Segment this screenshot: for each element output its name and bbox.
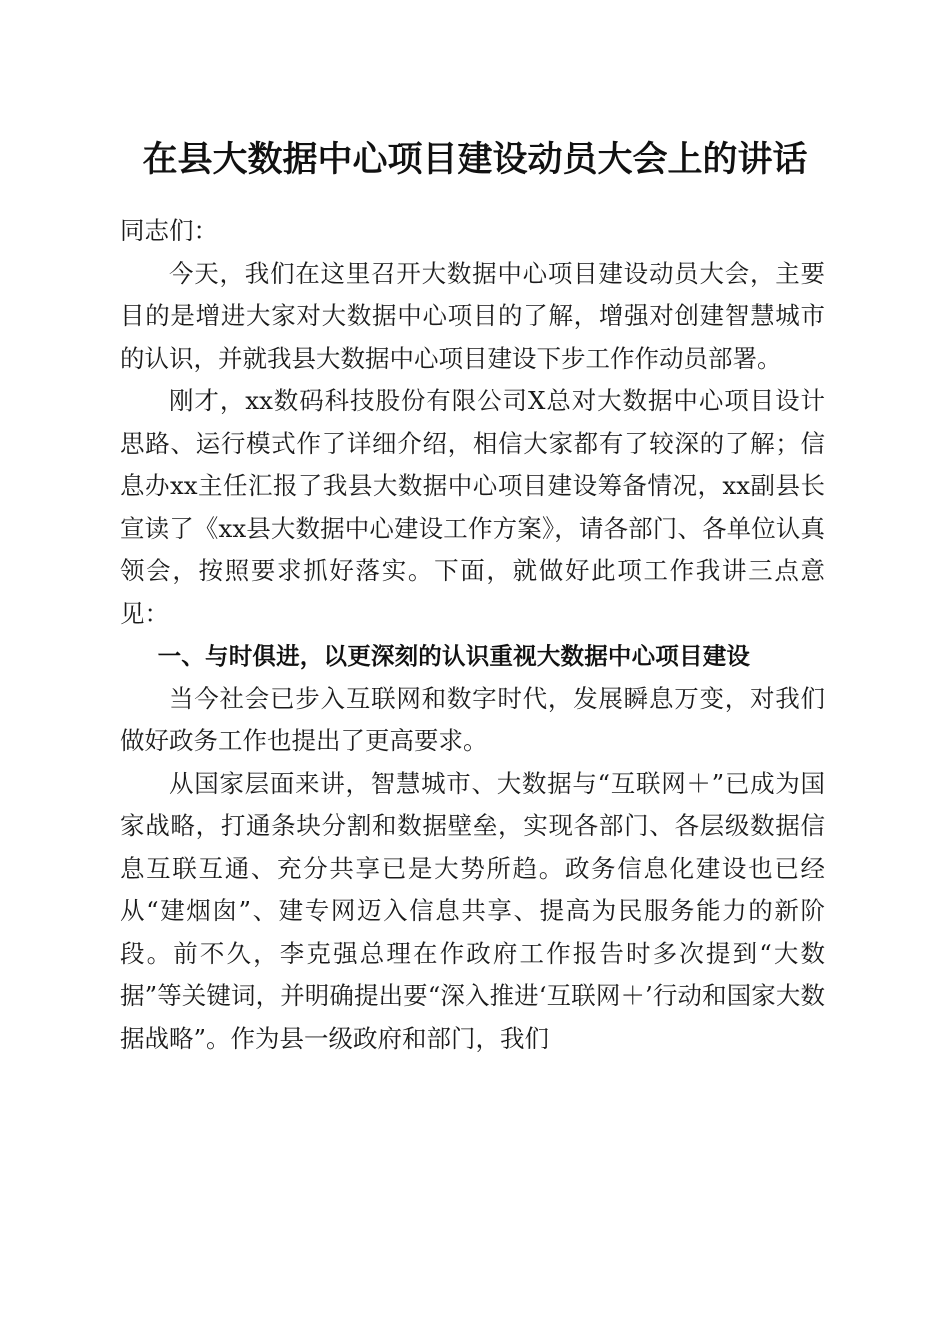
- salutation: 同志们：: [120, 216, 218, 245]
- paragraph-opening: 今天，我们在这里召开大数据中心项目建设动员大会，主要目的是增进大家对大数据中心项目的了解，增强对创建智慧城市的认识，并就我县大数据中心项目建设下步工作作动员部署。: [120, 258, 825, 373]
- section-paragraph-2: 从国家层面来讲，智慧城市、大数据与“互联网＋”已成为国家战略，打通条块分割和数据壁垒，实现各部门、各层级数据信息互联互通、充分共享已是大势所趋。政务信息化建设也已经从“建烟囱”、建专网迈入信息共享、提高为民服务能力的新阶段。前不久，李克强总理在作政府工作报告时多次提到“大数据”等关键词，并明确提出要“深入推进‘互联网＋’行动和国家大数据战略”。作为县一级政府和部门，我们: [120, 768, 825, 1053]
- document-title: 在县大数据中心项目建设动员大会上的讲话: [142, 139, 808, 180]
- section-heading-1: 一、与时俱进，以更深刻的认识重视大数据中心项目建设: [157, 642, 751, 670]
- document-body: [120, 210, 825, 1060]
- section-paragraph-1: 当今社会已步入互联网和数字时代，发展瞬息万变，对我们做好政务工作也提出了更高要求。: [120, 683, 825, 755]
- paragraph-introduction: 刚才，xx数码科技股份有限公司X总对大数据中心项目设计思路、运行模式作了详细介绍，相信大家都有了较深的了解；信息办xx主任汇报了我县大数据中心项目建设筹备情况，xx副县长宣读了《xx县大数据中心建设工作方案》，请各部门、各单位认真领会，按照要求抓好落实。下面，就做好此项工作我讲三点意见：: [120, 386, 825, 628]
